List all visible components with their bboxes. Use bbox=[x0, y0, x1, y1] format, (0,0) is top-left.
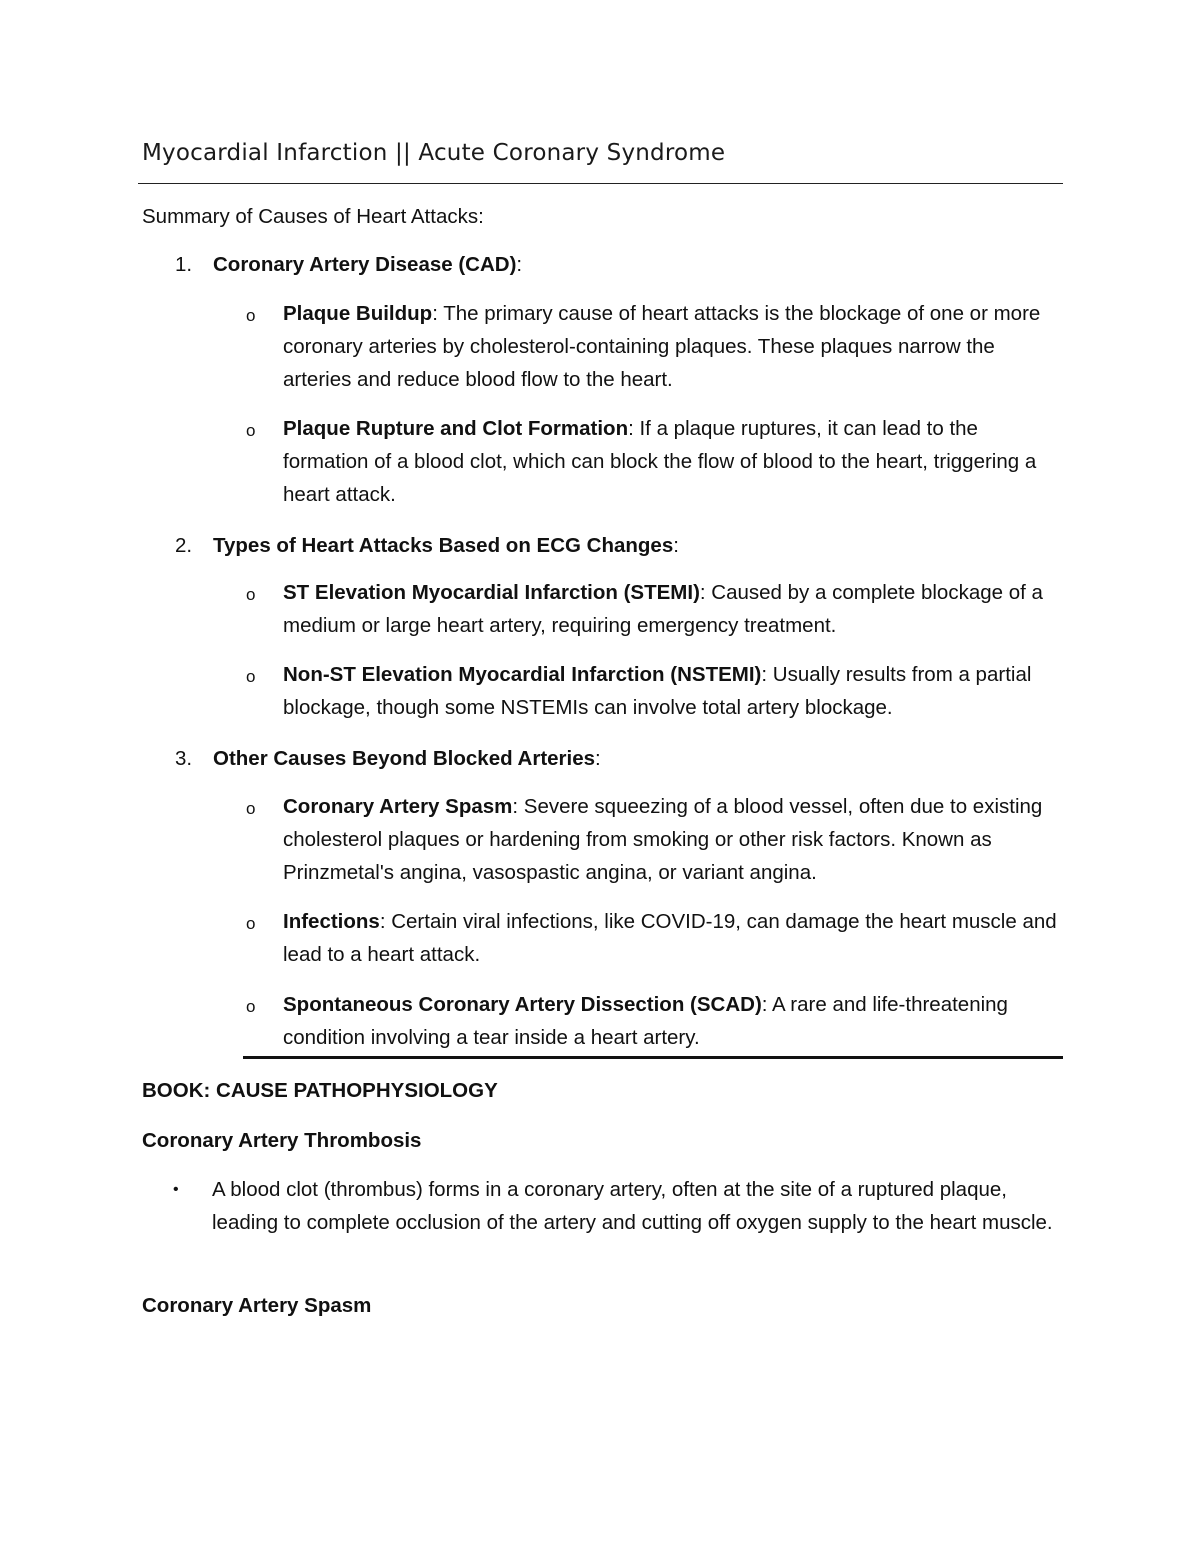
spasm-heading: Coronary Artery Spasm bbox=[142, 1294, 372, 1317]
list-item bbox=[246, 790, 1066, 889]
list-item bbox=[246, 297, 1066, 396]
list-item bbox=[246, 988, 1066, 1054]
item-term: Plaque Buildup bbox=[283, 302, 433, 325]
book-heading: BOOK: CAUSE PATHOPHYSIOLOGY bbox=[142, 1079, 498, 1102]
section-label: Other Causes Beyond Blocked Arteries: bbox=[213, 747, 601, 770]
circle-bullet-icon: o bbox=[246, 306, 256, 325]
summary-heading: Summary of Causes of Heart Attacks: bbox=[142, 205, 484, 228]
section-divider bbox=[243, 1056, 1063, 1059]
circle-bullet-icon: o bbox=[246, 799, 256, 818]
circle-bullet-icon: o bbox=[246, 914, 256, 933]
item-text: : The primary cause of heart attacks is the blockage of one or more coronary arteries by cholesterol-containing plaques. These plaques narrow the arteries and reduce blood flow to the heart. bbox=[283, 302, 1041, 391]
item-text: : Caused by a complete blockage of a medium or large heart artery, requiring emergency treatment. bbox=[283, 581, 1043, 637]
circle-bullet-icon: o bbox=[246, 667, 256, 686]
circle-bullet-icon: o bbox=[246, 421, 256, 440]
item-text: : If a plaque ruptures, it can lead to the formation of a blood clot, which can block the flow of blood to the heart, triggering a heart attack. bbox=[283, 417, 1037, 506]
item-term: Non-ST Elevation Myocardial Infarction (NSTEMI) bbox=[283, 663, 762, 686]
section-number: 3. bbox=[175, 747, 193, 770]
section-label: Types of Heart Attacks Based on ECG Changes: bbox=[213, 534, 679, 557]
item-term: Plaque Rupture and Clot Formation bbox=[283, 417, 629, 440]
list-item bbox=[246, 905, 1066, 971]
item-term: Coronary Artery Spasm bbox=[283, 795, 513, 818]
section-label: Coronary Artery Disease (CAD): bbox=[213, 253, 523, 276]
list-item bbox=[246, 412, 1066, 511]
bullet-icon: • bbox=[173, 1181, 179, 1198]
document-title: Myocardial Infarction || Acute Coronary Syndrome bbox=[142, 140, 726, 166]
item-text: : Severe squeezing of a blood vessel, often due to existing cholesterol plaques or hardening from smoking or other risk factors. Known as Prinzmetal's angina, vasospastic angina, or variant angina. bbox=[283, 795, 1043, 884]
circle-bullet-icon: o bbox=[246, 997, 256, 1016]
thrombosis-heading: Coronary Artery Thrombosis bbox=[142, 1129, 422, 1152]
circle-bullet-icon: o bbox=[246, 585, 256, 604]
list-item bbox=[173, 1173, 1063, 1239]
title-divider bbox=[138, 183, 1063, 184]
list-item bbox=[246, 576, 1066, 642]
section-number: 2. bbox=[175, 534, 193, 557]
item-text: : Certain viral infections, like COVID-19, can damage the heart muscle and lead to a heart attack. bbox=[283, 910, 1057, 966]
section-number: 1. bbox=[175, 253, 193, 276]
item-text: A blood clot (thrombus) forms in a coronary artery, often at the site of a ruptured plaque, leading to complete occlusion of the artery and cutting off oxygen supply to the heart muscle. bbox=[212, 1178, 1053, 1234]
list-item bbox=[246, 658, 1066, 724]
item-term: Infections bbox=[283, 910, 380, 933]
item-term: Spontaneous Coronary Artery Dissection (SCAD) bbox=[283, 993, 762, 1016]
item-text: : Usually results from a partial blockage, though some NSTEMIs can involve total artery blockage. bbox=[283, 663, 1032, 719]
item-term: ST Elevation Myocardial Infarction (STEMI) bbox=[283, 581, 700, 604]
item-text: : A rare and life-threatening condition involving a tear inside a heart artery. bbox=[283, 993, 1008, 1049]
